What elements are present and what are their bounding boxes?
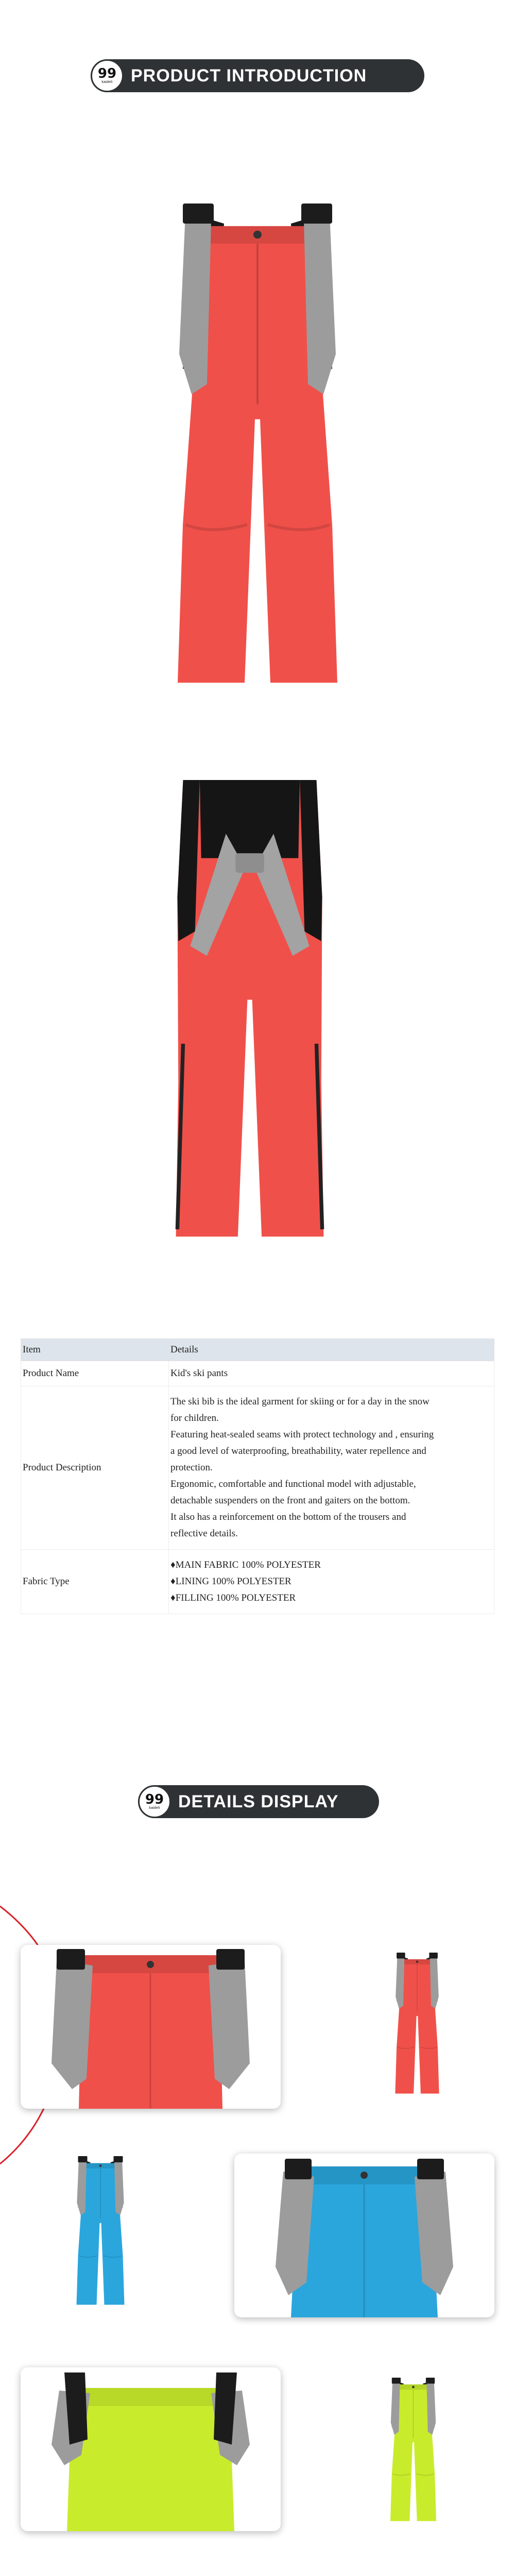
detail-image-blue-small: [70, 2156, 131, 2306]
section-title-product-introduction: PRODUCT INTRODUCTION: [131, 65, 367, 86]
description-value: [169, 1386, 494, 1550]
description-line: reflective details.: [170, 1528, 238, 1539]
brand-badge-subtext: kaideli: [101, 80, 113, 84]
description-line: Featuring heat-sealed seams with protect technology and , ensuring: [170, 1429, 434, 1440]
description-line: a good level of waterproofing, breathability, water repellence and: [170, 1446, 426, 1456]
description-line: detachable suspenders on the front and gaiters on the bottom.: [170, 1495, 410, 1506]
section-banner-product-introduction: [91, 59, 424, 92]
table-header-item: Item: [21, 1339, 169, 1361]
product-image-back-red: [154, 770, 345, 1239]
section-banner-details-display: [138, 1785, 379, 1818]
brand-badge-subtext: kaideli: [149, 1806, 160, 1810]
detail-card-lime-closeup: [21, 2367, 281, 2531]
fabric-line: ♦LINING 100% POLYESTER: [170, 1576, 291, 1587]
description-line: The ski bib is the ideal garment for skiing or for a day in the snow: [170, 1396, 430, 1407]
section-title-details-display: DETAILS DISPLAY: [178, 1791, 339, 1811]
detail-image-lime-small: [384, 2378, 443, 2522]
description-line: It also has a reinforcement on the bottom of the trousers and: [170, 1512, 406, 1522]
table-header-row: [21, 1339, 494, 1361]
brand-badge: [138, 1785, 171, 1818]
detail-image-blue-closeup: [234, 2154, 494, 2317]
detail-image-lime-closeup: [21, 2367, 281, 2531]
detail-image-red-closeup: [21, 1945, 281, 2109]
table-row-fabric: [21, 1550, 494, 1614]
brand-badge-number: 99: [145, 1792, 164, 1807]
table-row-product-name: [21, 1361, 494, 1386]
product-name-label: Product Name: [21, 1361, 169, 1386]
brand-badge: [91, 59, 124, 92]
description-line: protection.: [170, 1462, 213, 1473]
table-header-details: Details: [169, 1339, 494, 1361]
detail-card-red-closeup: [21, 1945, 281, 2109]
brand-badge-number: 99: [97, 66, 117, 81]
table-row-description: [21, 1386, 494, 1550]
description-line: Ergonomic, comfortable and functional model with adjustable,: [170, 1479, 416, 1489]
product-image-front-red: [154, 204, 360, 685]
description-label: Product Description: [21, 1386, 169, 1550]
product-name-value: Kid's ski pants: [169, 1361, 494, 1386]
description-line: for children.: [170, 1413, 219, 1423]
fabric-line: ♦FILLING 100% POLYESTER: [170, 1592, 296, 1603]
fabric-label: Fabric Type: [21, 1550, 169, 1614]
fabric-line: ♦MAIN FABRIC 100% POLYESTER: [170, 1560, 321, 1570]
fabric-value: [169, 1550, 494, 1614]
product-spec-table: [21, 1338, 494, 1614]
detail-card-blue-closeup: [234, 2154, 494, 2317]
detail-image-red-small: [389, 1953, 445, 2094]
